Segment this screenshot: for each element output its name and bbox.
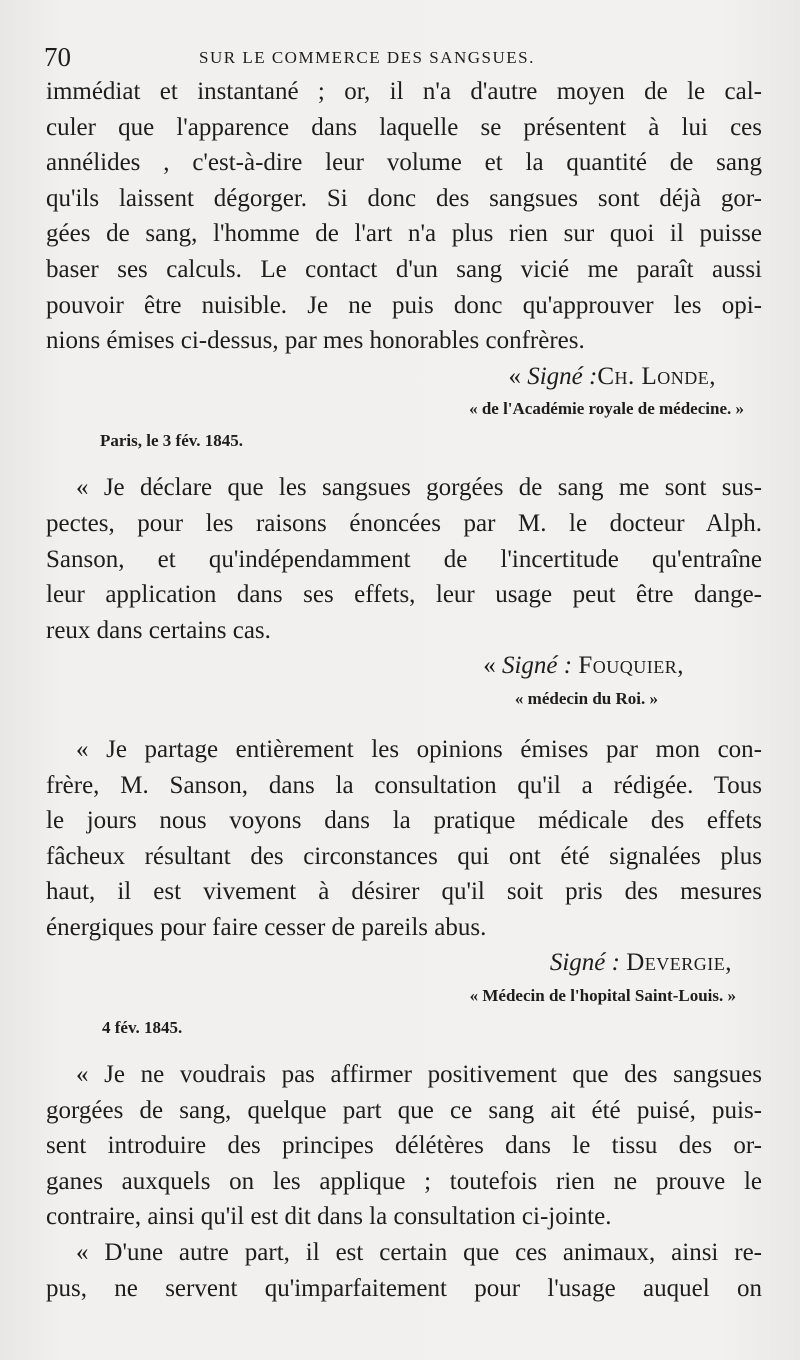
signe-label: Signé : xyxy=(527,362,598,390)
paragraph-5-line: « D'une autre part, il est certain que ces animaux, ainsi re- xyxy=(76,1239,762,1267)
signature-londe xyxy=(46,359,762,395)
paragraph-4-line: « Je ne voudrais pas affirmer positivement que des sangsues xyxy=(76,1061,762,1089)
paragraph-3-line: « Je partage entièrement les opinions émises par mon con- xyxy=(76,735,762,763)
paragraph-2-line: leur application dans ses effets, leur usage peut être dange- xyxy=(46,581,762,609)
signatory-name: Fouquier, xyxy=(578,652,684,680)
paragraph-2-line: reux dans certains cas. xyxy=(46,616,271,644)
signature-date: Paris, le 3 fév. 1845. xyxy=(100,431,244,451)
paragraph-3-line: haut, il est vivement à désirer qu'il soit pris des mesures xyxy=(46,878,762,906)
signature-fouquier xyxy=(46,648,762,684)
page-number: 70 xyxy=(44,42,71,72)
paragraph-3-line: énergiques pour faire cesser de pareils abus. xyxy=(46,913,487,941)
paragraph-5-line: pus, ne servent qu'imparfaitement pour l'usage auquel on xyxy=(46,1274,762,1302)
paragraph-3-line: frère, M. Sanson, dans la consultation qu'il a rédigée. Tous xyxy=(46,771,762,799)
signatory-affiliation: « Médecin de l'hopital Saint-Louis. » xyxy=(469,986,736,1006)
quote-mark: « xyxy=(483,652,502,680)
paragraph-1-line: gées de sang, l'homme de l'art n'a plus rien sur quoi il puisse xyxy=(46,220,762,248)
paragraph-1-line: nions émises ci-dessus, par mes honorables confrères. xyxy=(46,327,585,355)
signatory-affiliation: « médecin du Roi. » xyxy=(514,688,658,708)
running-head xyxy=(44,42,764,72)
running-title: SUR LE COMMERCE DES SANGSUES. xyxy=(199,48,535,67)
paragraph-1-line: qu'ils laissent dégorger. Si donc des sangsues sont déjà gor- xyxy=(46,184,762,212)
signatory-name: Devergie, xyxy=(626,949,732,977)
paragraph-4-line: ganes auxquels on les applique ; toutefois rien ne prouve le xyxy=(46,1167,762,1195)
signe-label: Signé : xyxy=(501,652,573,680)
signature-date: 4 fév. 1845. xyxy=(102,1018,183,1038)
paragraph-4-line: gorgées de sang, quelque part que ce sang ait été puisé, puis- xyxy=(46,1096,762,1124)
paragraph-1-line: annélides , c'est-à-dire leur volume et la quantité de sang xyxy=(46,149,762,177)
signatory-name: Ch. Londe, xyxy=(597,362,716,390)
paragraph-3-line: fâcheux résultant des circonstances qui ont été signalées plus xyxy=(46,842,762,870)
paragraph-2-line: pectes, pour les raisons énoncées par M. le docteur Alph. xyxy=(46,509,762,537)
signatory-affiliation: « de l'Académie royale de médecine. » xyxy=(469,399,744,419)
paragraph-1-line: baser ses calculs. Le contact d'un sang vicié me paraît aussi xyxy=(46,255,762,283)
quote-mark: « xyxy=(508,362,528,390)
body-text xyxy=(46,74,762,1306)
paragraph-2-line: Sanson, et qu'indépendamment de l'incertitude qu'entraîne xyxy=(46,545,762,573)
paragraph-1-line: culer que l'apparence dans laquelle se présentent à lui ces xyxy=(46,113,762,141)
paragraph-3-line: le jours nous voyons dans la pratique médicale des effets xyxy=(46,807,762,835)
paragraph-4-line: contraire, ainsi qu'il est dit dans la consultation ci-jointe. xyxy=(46,1203,612,1231)
paragraph-1-line: pouvoir être nuisible. Je ne puis donc qu'approuver les opi- xyxy=(46,291,762,319)
paragraph-4-line: sent introduire des principes délétères dans le tissu des or- xyxy=(46,1132,762,1160)
paragraph-2-line: « Je déclare que les sangsues gorgées de sang me sont sus- xyxy=(76,474,762,502)
signature-devergie xyxy=(46,945,762,981)
paragraph-1-line: immédiat et instantané ; or, il n'a d'autre moyen de le cal- xyxy=(46,78,762,105)
signe-label: Signé : xyxy=(549,949,620,977)
